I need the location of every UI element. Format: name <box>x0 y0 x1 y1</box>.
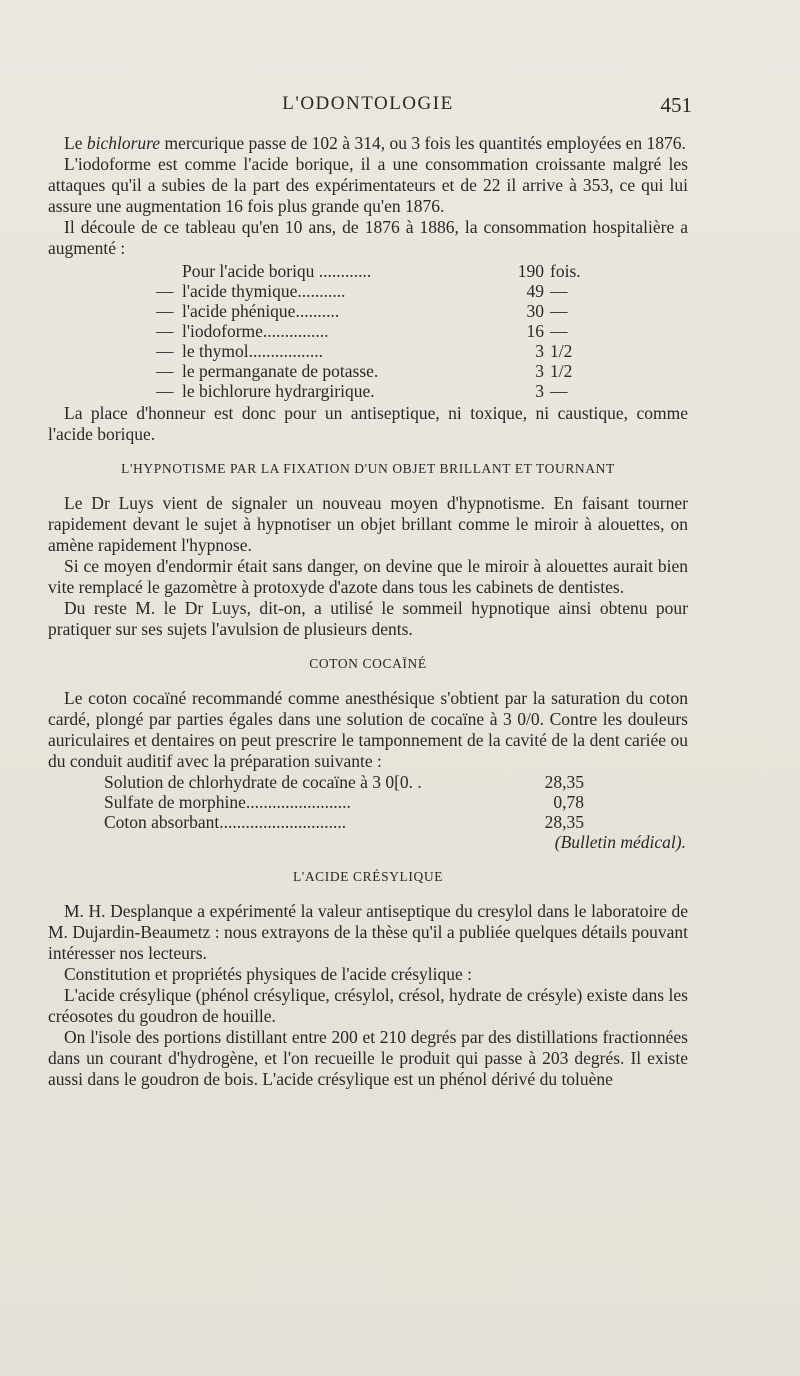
consumption-dash: — <box>156 281 174 301</box>
paragraph-coton: Le coton cocaïné recommandé comme anesthésique s'obtient par la saturation du coton cardé, plongé par parties égales dans une solution de cocaïne à 3 0/0. Contre les douleurs auriculaires et dentaires on peut prescrire le tamponnement de la cavité de la dent cariée ou du conduit auditif avec la préparation suivante : <box>48 688 688 771</box>
consumption-dash: — <box>156 381 174 401</box>
recipe-ingredient: Sulfate de morphine........................ <box>104 792 351 812</box>
recipe-row <box>104 772 584 792</box>
consumption-row <box>156 281 610 301</box>
consumption-row <box>156 341 610 361</box>
running-title: L'ODONTOLOGIE <box>282 93 454 114</box>
consumption-item: le thymol................. <box>182 341 323 361</box>
italic-term: bichlorure <box>86 133 161 153</box>
paragraph-distillation: On l'isole des portions distillant entre 200 et 210 degrés par des distillations fractionnées dans un courant d'hydrogène, et l'on recueille le produit qui passe à 203 degrés. Il existe aussi dans le goudron de bois. L'acide crésylique est un phénol dérivé du toluène <box>48 1027 688 1089</box>
recipe-table <box>104 772 584 832</box>
section-heading-hypnotisme: L'HYPNOTISME PAR LA FIXATION D'UN OBJET BRILLANT ET TOURNANT <box>121 461 615 476</box>
recipe-ingredient: Solution de chlorhydrate de cocaïne à 3 0[0. . <box>104 772 422 792</box>
consumption-dash: — <box>156 341 174 361</box>
consumption-unit: fois. <box>550 261 581 281</box>
paragraph-iodoforme: L'iodoforme est comme l'acide borique, il a une consommation croissante malgré les attaques qu'il a subies de la part des expérimentateurs et de 22 il arrive à 353, ce qui lui assure une augmentation 16 fois plus grande qu'en 1876. <box>48 154 688 216</box>
consumption-unit: — <box>550 281 568 301</box>
page-number: 451 <box>660 93 692 117</box>
consumption-unit: — <box>550 321 568 341</box>
consumption-item: l'acide phénique.......... <box>182 301 340 321</box>
consumption-value: 30 <box>526 301 544 321</box>
consumption-item: le permanganate de potasse. <box>182 361 379 381</box>
section-heading-cresylique: L'ACIDE CRÉSYLIQUE <box>292 869 444 884</box>
consumption-unit: — <box>550 301 568 321</box>
recipe-quantity: 28,35 <box>544 772 584 792</box>
consumption-item: le bichlorure hydrargirique. <box>182 381 375 401</box>
consumption-unit: 1/2 <box>550 361 573 381</box>
paragraph-danger: Si ce moyen d'endormir était sans danger, on devine que le miroir à alouettes aurait bien vite remplacé le gazomètre à protoxyde d'azote dans tous les cabinets de dentistes. <box>48 556 688 597</box>
recipe-quantity: 0,78 <box>553 792 584 812</box>
paragraph-constitution: Constitution et propriétés physiques de l'acide crésylique : <box>64 964 472 984</box>
consumption-dash: — <box>156 321 174 341</box>
consumption-dash: — <box>156 301 174 321</box>
consumption-value: 190 <box>517 261 544 281</box>
consumption-value: 3 <box>535 381 544 401</box>
recipe-row <box>104 812 584 832</box>
consumption-unit: — <box>550 381 568 401</box>
recipe-row <box>104 792 584 812</box>
paragraph-avulsion: Du reste M. le Dr Luys, dit-on, a utilisé le sommeil hypnotique ainsi obtenu pour pratiquer sur ses sujets l'avulsion de plusieurs dents. <box>48 598 688 639</box>
paragraph-consommation: Il découle de ce tableau qu'en 10 ans, de 1876 à 1886, la consommation hospitalière a augmenté : <box>48 217 688 258</box>
consumption-item: l'acide thymique........... <box>182 281 346 301</box>
consumption-value: 3 <box>535 361 544 381</box>
paragraph-conclusion: La place d'honneur est donc pour un antiseptique, ni toxique, ni caustique, comme l'acide borique. <box>48 403 688 444</box>
body-text <box>48 133 688 1090</box>
consumption-dash <box>156 261 182 281</box>
running-head <box>48 93 692 121</box>
consumption-unit: 1/2 <box>550 341 573 361</box>
section-heading-coton: COTON COCAÏNÉ <box>309 656 427 671</box>
consumption-row <box>156 361 610 381</box>
consumption-value: 49 <box>526 281 544 301</box>
consumption-row <box>156 301 610 321</box>
consumption-item: Pour l'acide boriqu ............ <box>182 261 372 281</box>
paragraph-bichlorure: Le bichlorure mercurique passe de 102 à 314, ou 3 fois les quantités employées en 1876. <box>64 133 686 153</box>
consumption-value: 3 <box>535 341 544 361</box>
consumption-table <box>156 261 610 401</box>
consumption-row <box>156 261 610 281</box>
consumption-row <box>156 321 610 341</box>
recipe-quantity: 28,35 <box>544 812 584 832</box>
paragraph-luys: Le Dr Luys vient de signaler un nouveau moyen d'hypnotisme. En faisant tourner rapidement devant le sujet à hypnotiser un objet brillant comme le miroir à alouettes, on amène rapidement l'hypnose. <box>48 493 688 555</box>
paragraph-creosotes: L'acide crésylique (phénol crésylique, crésylol, crésol, hydrate de crésyle) existe dans les créosotes du goudron de houille. <box>48 985 688 1026</box>
paragraph-desplanque: M. H. Desplanque a expérimenté la valeur antiseptique du cresylol dans le laboratoire de M. Dujardin-Beaumetz : nous extrayons de la thèse qu'il a publiée quelques détails pouvant intéresser nos lecteurs. <box>48 901 688 963</box>
consumption-item: l'iodoforme............... <box>182 321 329 341</box>
consumption-value: 16 <box>526 321 544 341</box>
source-citation: (Bulletin médical). <box>554 832 686 852</box>
recipe-ingredient: Coton absorbant............................. <box>104 812 347 832</box>
consumption-dash: — <box>156 361 174 381</box>
consumption-row <box>156 381 610 401</box>
